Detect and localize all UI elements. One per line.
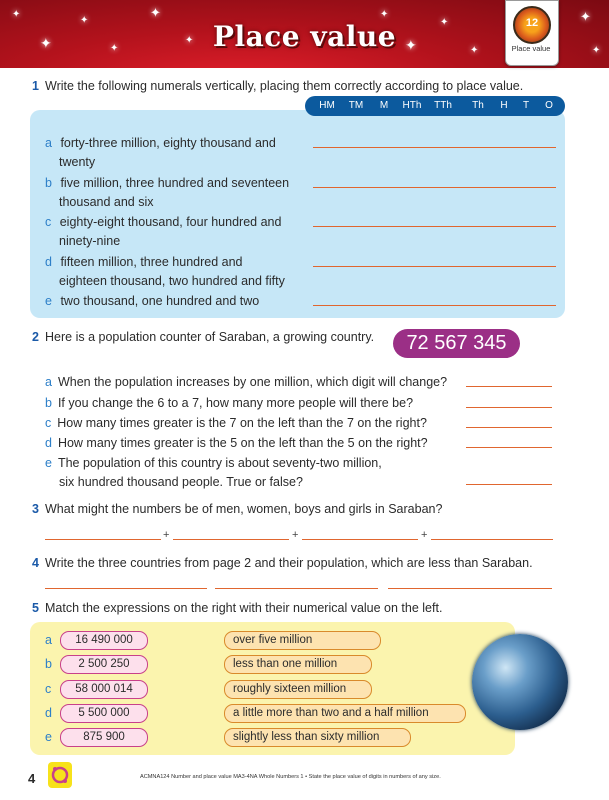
q3-plus-2: + — [292, 529, 299, 541]
q1-item-e: e two thousand, one hundred and two — [45, 294, 260, 308]
page-header: ✦ ✦ ✦ ✦ ✦ ✦ ✦ ✦ ✦ ✦ ✦ ✦ — [0, 0, 609, 68]
question-1-text: Write the following numerals vertically, placing them correctly according to place value. — [45, 79, 524, 93]
question-4-text: Write the three countries from page 2 and their population, which are less than Saraban. — [45, 556, 533, 570]
q5-value-e[interactable]: 875 900 — [60, 728, 148, 747]
q2-item-e: e The population of this country is about seventy-two million, six hundred thousand people. True or false? — [45, 456, 382, 489]
column-h: H — [500, 100, 508, 111]
question-5-text: Match the expressions on the right with their numerical value on the left. — [45, 601, 443, 615]
question-2-number: 2 — [32, 330, 39, 344]
q1-item-b: b five million, three hundred and seventeen thousand and six — [45, 176, 290, 209]
column-o: O — [545, 100, 553, 111]
page-title: Place value — [212, 20, 397, 53]
q2-item-b: b If you change the 6 to a 7, how many more people will there be? — [45, 396, 414, 410]
question-1-number: 1 — [32, 79, 39, 93]
q1-item-c: c eighty-eight thousand, four hundred and ninety-nine — [45, 215, 282, 248]
question-5-number: 5 — [32, 601, 39, 615]
column-t: T — [522, 100, 530, 111]
question-3-text: What might the numbers be of men, women, boys and girls in Saraban? — [45, 502, 443, 516]
q5-value-a[interactable]: 16 490 000 — [60, 631, 148, 650]
page-number: 4 — [28, 771, 36, 786]
q1-answer-line-a[interactable] — [313, 147, 556, 148]
q2-item-d: d How many times greater is the 5 on the left than the 5 on the right? — [45, 436, 428, 450]
q5-expression-c[interactable]: roughly sixteen million — [224, 680, 372, 699]
q1-answer-line-b[interactable] — [313, 187, 556, 188]
column-hth: HTh — [402, 100, 422, 111]
question-2-text: Here is a population counter of Saraban, a growing country. — [45, 330, 375, 344]
q5-value-b[interactable]: 2 500 250 — [60, 655, 148, 674]
q1-item-a: a forty-three million, eighty thousand and twenty — [45, 136, 276, 169]
q4-answer-line-1[interactable] — [45, 588, 207, 589]
earth-globe-icon — [472, 634, 568, 730]
q5-expression-e[interactable]: slightly less than sixty million — [224, 728, 411, 747]
q3-answer-girls[interactable] — [431, 539, 553, 540]
column-tth: TTh — [434, 100, 452, 111]
question-3-number: 3 — [32, 502, 39, 516]
q4-answer-line-2[interactable] — [215, 588, 378, 589]
q5-expression-a[interactable]: over five million — [224, 631, 381, 650]
curriculum-footer: ACMNA124 Number and place value MA3-4NA Whole Numbers 1 • State the place value of digits in numbers of any size. — [140, 774, 441, 780]
population-counter: 72 567 345 — [393, 329, 520, 358]
q5-letter-c: c — [45, 682, 52, 696]
q2-item-c: c How many times greater is the 7 on the left than the 7 on the right? — [45, 416, 427, 430]
q3-plus-3: + — [421, 529, 428, 541]
q2-answer-line-e[interactable] — [466, 484, 552, 485]
question-4-number: 4 — [32, 556, 39, 570]
q3-plus-1: + — [163, 529, 170, 541]
q5-value-d[interactable]: 5 500 000 — [60, 704, 148, 723]
q5-letter-a: a — [45, 633, 52, 647]
q2-answer-line-b[interactable] — [466, 407, 552, 408]
column-hm: HM — [319, 100, 335, 111]
q5-expression-d[interactable]: a little more than two and a half million — [224, 704, 466, 723]
q5-expression-b[interactable]: less than one million — [224, 655, 372, 674]
mascot-icon — [48, 762, 72, 788]
column-m: M — [379, 100, 389, 111]
q5-value-c[interactable]: 58 000 014 — [60, 680, 148, 699]
q2-answer-line-c[interactable] — [466, 427, 552, 428]
q3-answer-men[interactable] — [45, 539, 161, 540]
q1-answer-line-c[interactable] — [313, 226, 556, 227]
q2-answer-line-d[interactable] — [466, 447, 552, 448]
q1-item-d: d fifteen million, three hundred and eighteen thousand, two hundred and fifty — [45, 255, 285, 288]
q3-answer-women[interactable] — [173, 539, 289, 540]
column-th: Th — [472, 100, 484, 111]
q3-answer-boys[interactable] — [302, 539, 418, 540]
q1-answer-line-d[interactable] — [313, 266, 556, 267]
topic-badge-icon: 12 — [513, 6, 551, 44]
q2-item-a: a When the population increases by one million, which digit will change? — [45, 375, 448, 389]
q5-letter-e: e — [45, 730, 52, 744]
q4-answer-line-3[interactable] — [388, 588, 552, 589]
topic-tab-label: Place value — [511, 44, 551, 53]
q2-answer-line-a[interactable] — [466, 386, 552, 387]
column-tm: TM — [348, 100, 364, 111]
q5-letter-d: d — [45, 706, 52, 720]
q5-letter-b: b — [45, 657, 52, 671]
q1-answer-line-e[interactable] — [313, 305, 556, 306]
